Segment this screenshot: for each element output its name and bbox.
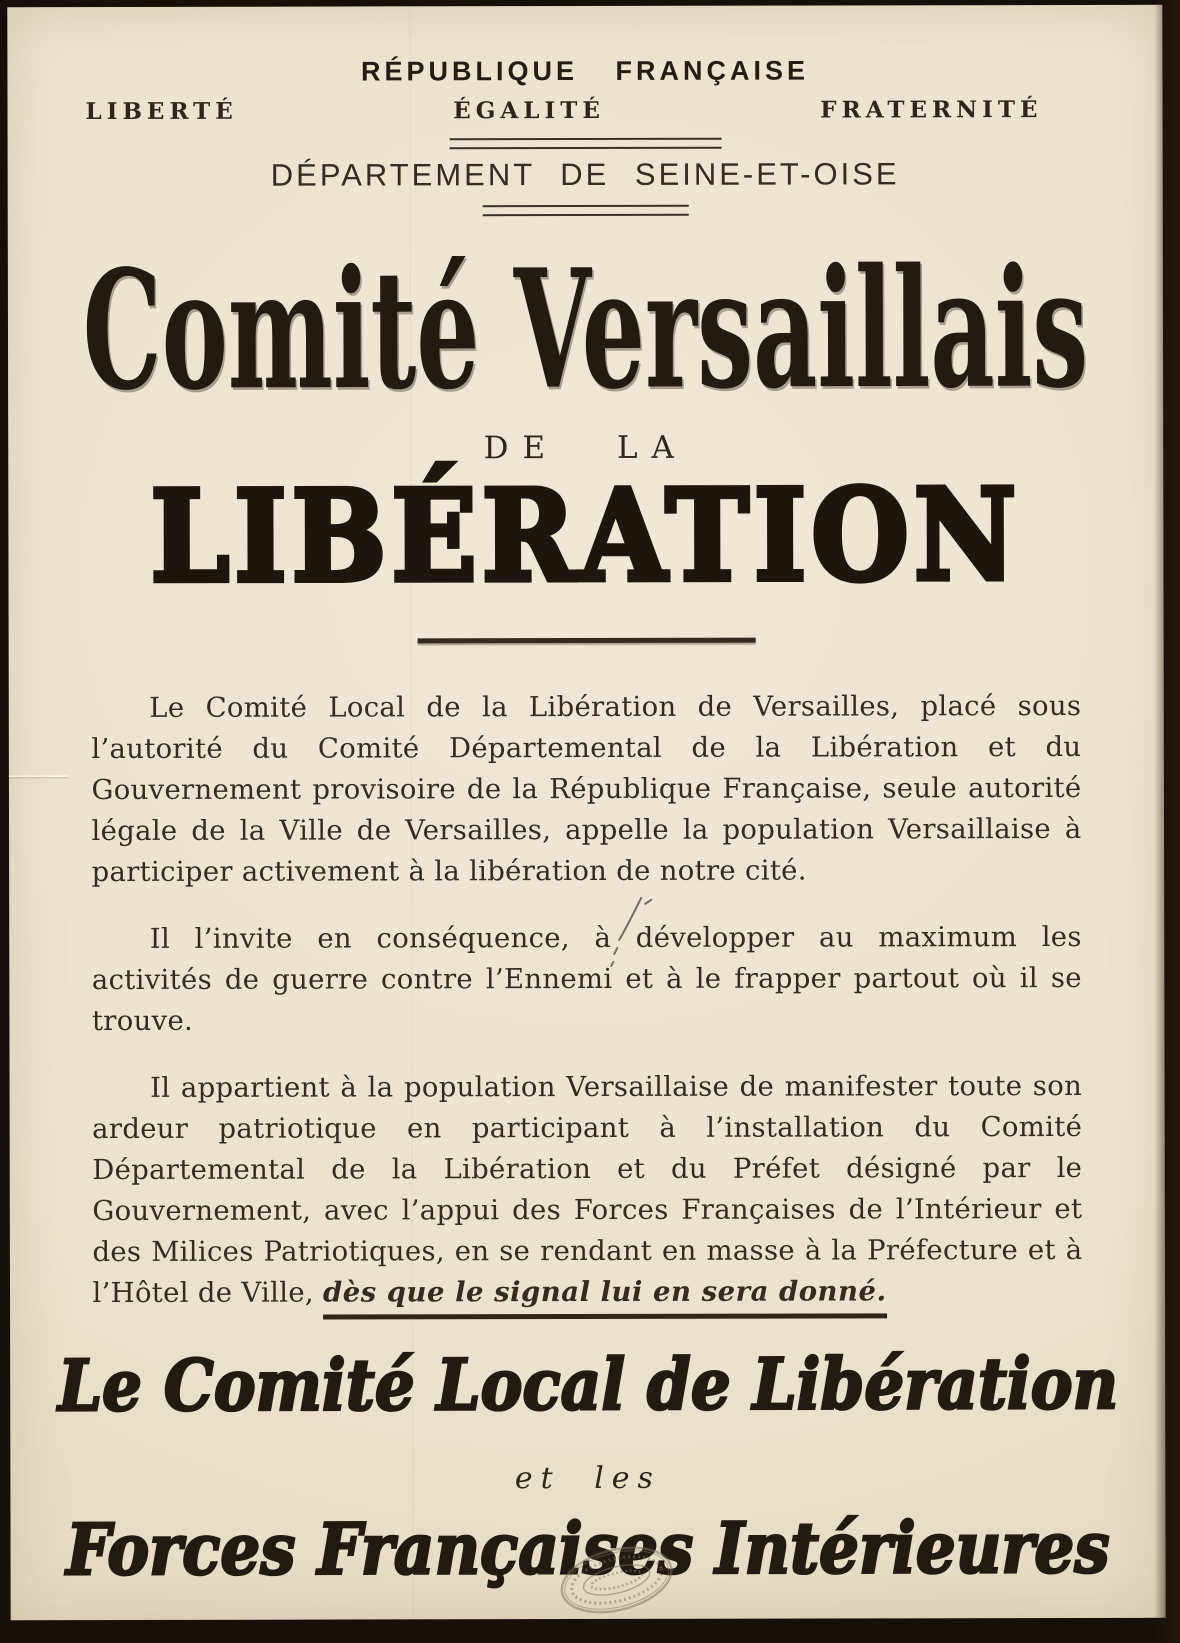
divider-under-department bbox=[482, 205, 688, 216]
divider-under-motto bbox=[449, 138, 721, 150]
liberation-title-row bbox=[8, 461, 1163, 611]
signature-line-2: Forces Françaises Intérieures bbox=[66, 1506, 1110, 1592]
fold-crease bbox=[9, 775, 69, 777]
liberation-title: LIBÉRATION bbox=[150, 461, 1022, 611]
department-title: DÉPARTEMENT DE SEINE-ET-OISE bbox=[270, 156, 900, 193]
main-title-row bbox=[8, 233, 1163, 427]
committee-title: Comité Versaillais bbox=[82, 233, 1089, 427]
body-text-block bbox=[91, 686, 1082, 1314]
republic-title: RÉPUBLIQUE FRANÇAISE bbox=[360, 55, 809, 87]
motto-egalite: ÉGALITÉ bbox=[453, 96, 605, 125]
de-la-subtitle: DE LA bbox=[483, 429, 688, 467]
body-paragraph-1: Le Comité Local de la Libération de Versailles, placé sous l’autorité du Comité Départemental de la Libération et du Gouvernement provisoire de la République Française, seule autorité légale de la Ville de Versailles, appelle la population Versaillaise à participer activement à la libération de notre cité. bbox=[91, 689, 1082, 889]
body-paragraph-2: Il l’invite en conséquence, à développer au maximum les activités de guerre contre l’Ennemi et à le frapper partout où il se trouve. bbox=[91, 920, 1082, 1038]
signature-connector: et les bbox=[514, 1460, 661, 1497]
signal-emphasis: dès que le signal lui en sera donné. bbox=[323, 1275, 887, 1319]
signature-row-1 bbox=[10, 1338, 1165, 1432]
motto-fraternite: FRATERNITÉ bbox=[820, 96, 1043, 124]
body-paragraph-3 bbox=[92, 1066, 1083, 1314]
archive-stamp-icon bbox=[552, 1538, 682, 1622]
divider-under-liberation bbox=[417, 638, 755, 644]
scratch-mark bbox=[589, 896, 659, 976]
motto-row bbox=[7, 86, 1162, 125]
body-paragraph-3-text: Il appartient à la population Versaillaise de manifester toute son ardeur patriotique en participant à l’installation du Comité Départemental de la Libération et du Préfet désigné par le Gouvernement, avec l’appui des Forces Françaises de l’Intérieur et des Milices Patriotiques, en se rendant en masse à la Préfecture et à l’Hôtel de Ville, bbox=[92, 1069, 1083, 1310]
poster-paper bbox=[7, 5, 1165, 1620]
motto-liberte: LIBERTÉ bbox=[85, 97, 238, 126]
signature-line-1: Le Comité Local de Libération bbox=[57, 1342, 1118, 1428]
